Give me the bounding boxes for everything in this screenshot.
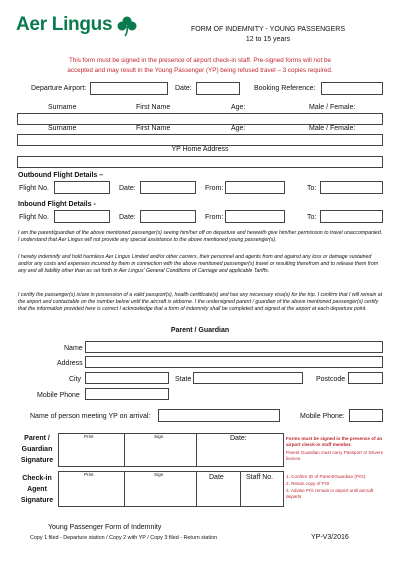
parent-date-field[interactable] [199,444,281,464]
parent-sig-label-3: Signature [20,457,54,464]
parent-print-field[interactable] [62,441,122,463]
date-label: Date: [175,85,192,92]
footer-form-name: Young Passenger Form of Indemnity [48,524,162,531]
parent-sig-note-plain: Parent Guardian must carry Passport or Drivers licence. [286,450,384,461]
notice-line-1: This form must be signed in the presence of airport check-in staff. Pre-signed forms will not be [68,57,332,64]
outbound-flight-no-label: Flight No. [19,185,49,192]
meeting-mobile-label: Mobile Phone: [300,413,345,420]
guardian-address-label: Address [57,360,83,367]
inbound-date-label: Date: [119,214,136,221]
outbound-date-field[interactable] [140,181,196,194]
meeting-person-field[interactable] [158,409,280,422]
parent-sign-field[interactable] [127,441,193,463]
outbound-heading: Outbound Flight Details – [18,172,104,179]
inbound-flight-no-field[interactable] [54,210,110,223]
declaration-indemnity: I hereby indemnify and hold harmless Aer Lingus Limited and/or other carriers, their personnel and agents from and against any loss or damage sustained and/or any costs and expenses incurred by them in connection with the above mentioned passenger(s) travel or resulting therefrom and to release them from any and all liability other than as set forth in Aer Lingus' General Conditions of Carriage and applicable Tariffs. [18,254,379,274]
shamrock-icon [115,14,139,38]
outbound-flight-no-field[interactable] [54,181,110,194]
parent-sig-label-1: Parent / [24,435,50,442]
inbound-flight-no-label: Flight No. [19,214,49,221]
guardian-city-field[interactable] [85,372,169,384]
first-name-header: First Name [136,104,171,111]
checkin-date-field[interactable] [199,483,238,505]
surname-header: Surname [48,125,77,132]
yp-home-address-field[interactable] [17,156,383,168]
guardian-name-label: Name [64,345,83,352]
checkin-date-label: Date [209,474,224,481]
departure-airport-field[interactable] [90,82,168,95]
inbound-heading: Inbound Flight Details - [18,201,96,208]
age-header: Age: [231,125,246,132]
yp-home-address-label: YP Home Address [171,146,229,153]
sex-header: Male / Female: [309,104,356,111]
checkin-note-3: 3. Advise P/G remain in airport until aircraft departs [286,488,374,499]
booking-reference-field[interactable] [321,82,383,95]
guardian-name-field[interactable] [85,341,383,353]
checkin-staff-no-field[interactable] [243,483,282,505]
parent-sig-label-2: Guardian [21,446,53,453]
outbound-to-field[interactable] [320,181,383,194]
checkin-note-2: 2. Retain copy of FOI [286,481,330,486]
parent-print-label: Print [84,434,94,439]
checkin-print-field[interactable] [62,480,122,504]
meeting-mobile-field[interactable] [349,409,383,422]
guardian-heading: Parent / Guardian [170,327,230,334]
checkin-print-label: Print [84,472,94,477]
form-title: FORM OF INDEMNITY - YOUNG PASSENGERS [190,26,346,33]
form-subtitle: 12 to 15 years [245,36,291,43]
declaration-permission: I am the parent/guardian of the above mentioned passenger(s) seeing him/her off on departure and herewith give him/her permission to travel unaccompanied. I understand that Aer Lingus will not provide any special assistance to the above mentioned young passenger(s). [18,230,383,243]
guardian-mobile-label: Mobile Phone [37,392,80,399]
outbound-from-field[interactable] [225,181,285,194]
notice-line-2: accepted and may result in the Young Passenger (YP) being refused travel – 3 copies required. [67,67,333,74]
guardian-state-field[interactable] [193,372,303,384]
checkin-sig-label-1: Check-in [22,475,52,482]
checkin-note-1: 1. Confirm ID of Parent/Guardian (P/G) [286,474,366,479]
outbound-from-label: From: [205,185,224,192]
footer-copies: Copy 1 filed - Departure station / Copy 2 with YP / Copy 3 filed - Return station [30,535,218,541]
checkin-sig-label-3: Signature [20,497,54,504]
parent-date-label: Date: [230,435,247,442]
departure-airport-label: Departure Airport: [31,85,87,92]
age-header: Age: [231,104,246,111]
sex-header: Male / Female: [309,125,356,132]
parent-sign-label: Sign [154,434,164,439]
inbound-to-label: To: [307,214,317,221]
guardian-postcode-field[interactable] [348,372,383,384]
guardian-state-label: State [175,376,192,383]
checkin-staff-no-label: Staff No. [246,474,274,481]
declaration-certification: I certify the passenger(s) is/are in possession of a valid passport(s), health certificate(s) and has any necessary visa(s) for the trip. I confirm that I will remain at the airport and contactable on the number below until the aircraft is airborne. I the undersigned parent / guardian of the above mentioned passenger(s) certify that the information provided here is correct I acknowledge that a form of indemnity shall be completed and signed at the airport at each departure point. [18,292,383,312]
first-name-header: First Name [136,125,171,132]
passenger-1-row[interactable] [17,113,383,125]
outbound-to-label: To: [307,185,317,192]
checkin-sign-label: Sign [154,472,164,477]
inbound-from-field[interactable] [225,210,285,223]
inbound-from-label: From: [205,214,224,221]
inbound-to-field[interactable] [320,210,383,223]
guardian-mobile-field[interactable] [85,388,169,400]
checkin-sig-label-2: Agent [27,486,47,493]
guardian-city-label: City [69,376,82,383]
passenger-2-row[interactable] [17,134,383,146]
parent-sig-note-bold: Forms must be signed in the presence of an airport check-in staff member. [286,436,383,447]
outbound-date-label: Date: [119,185,136,192]
date-field[interactable] [196,82,240,95]
meeting-person-label: Name of person meeting YP on arrival: [30,413,151,420]
booking-reference-label: Booking Reference: [254,85,316,92]
checkin-sign-field[interactable] [127,480,193,504]
aer-lingus-logo-text: Aer Lingus [16,14,113,35]
surname-header: Surname [48,104,77,111]
inbound-date-field[interactable] [140,210,196,223]
footer-version: YP-V3/2016 [311,534,349,541]
guardian-address-field[interactable] [85,356,383,368]
guardian-postcode-label: Postcode [316,376,346,383]
